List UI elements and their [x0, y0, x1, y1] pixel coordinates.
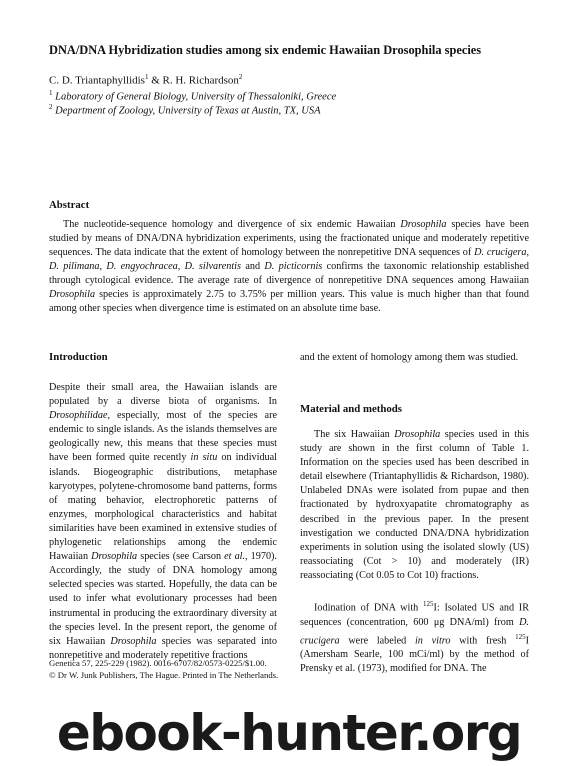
publication-footer [49, 657, 278, 681]
methods-heading: Material and methods [300, 403, 402, 415]
copyright-line: © Dr W. Junk Publishers, The Hague. Printed in The Netherlands. [49, 670, 279, 680]
body-text: especially, most of the species are endemic to single islands. As the islands themselves are geologically new, this means that these species must have been formed quite recently [49, 410, 277, 464]
abstract-text: confirms the taxonomic relationship established through cytological evidence. The average rate of divergence of nonrepetitive DNA sequences among Hawaiian [49, 261, 530, 286]
body-italic: in situ [190, 452, 218, 464]
body-italic: Drosophila [91, 551, 138, 563]
body-italic: Drosophilidae, [49, 410, 111, 422]
author-name: C. D. Triantaphyllidis [49, 74, 145, 87]
body-italic: et al., [224, 551, 248, 563]
methods-paragraph-2 [300, 597, 529, 676]
citation-line: Genetica 57, 225-229 (1982). 0016-6707/82/0573-0225/$1.00. [49, 658, 267, 668]
abstract-body [49, 218, 529, 316]
methods-body [300, 428, 529, 676]
affiliation-text: Laboratory of General Biology, University of Thessaloniki, Greece [55, 91, 337, 103]
watermark-text: ebook-hunter.org [56, 704, 522, 762]
abstract-text: The nucleotide-sequence homology and divergence of six endemic Hawaiian [63, 219, 401, 230]
paper-title: DNA/DNA Hybridization studies among six endemic Hawaiian Drosophila species [49, 43, 482, 57]
body-text: were labeled [339, 635, 415, 646]
body-text: on individual islands. Biogeographic distributions, metaphase karyotypes, polytene-chromosome band patterns, forms of mating behavior, electrophoretic patterns of enzymes, morphological characteristics and habitat similarities have been examined in extensive studies of phylogenetic relationships among the endemic Hawaiian [49, 452, 277, 563]
affiliation-2 [49, 100, 321, 119]
body-text: species (see Carson [137, 551, 225, 563]
isotope-mass: 125 [515, 632, 526, 641]
body-text: Despite their small area, the Hawaiian islands are populated by a diverse biota of organisms. In [49, 382, 277, 408]
body-text: The six Hawaiian [314, 429, 395, 440]
abstract-species: D. crucigera, D. pilimana, D. engyochracea, D. silvarentis [49, 247, 529, 272]
body-text: Iodination of DNA with [314, 602, 424, 614]
author-affiliation-mark: 2 [238, 73, 243, 81]
abstract-genus: Drosophila [49, 289, 96, 300]
body-text: species used in this study are shown in the first column of Table 1. Information on the species used has been described in detail elsewhere (Triantaphyllidis & Richardson, 1980). Unlabeled DNAs were isolated from pupae and then fractionated by hydroxyapatite chromatography as described in the previous paper. In the present investigation we conducted DNA/DNA hybridization experiments in solution using the isolated slowly (US) reassociating (Cot > 10) and moderately (IR) reassociating (Cot 0.05 to Cot 10) fractions. [300, 429, 529, 581]
abstract-species: D. picticornis [264, 261, 323, 272]
abstract-text: species have been studied by means of DNA/DNA hybridization experiments, using the fractionated unique and moderately repetitive sequences. The data indicate that the extent of homology between the nonrepetitive DNA sequences of [49, 219, 529, 258]
abstract-heading: Abstract [49, 199, 90, 211]
body-italic: D. crucigera [300, 616, 529, 646]
introduction-continued: and the extent of homology among them was studied. [300, 352, 519, 363]
body-text: with fresh [450, 635, 516, 646]
body-text: I: Isolated US and IR sequences (concentration, 600 μg DNA/ml) from [300, 602, 529, 628]
introduction-body [49, 381, 277, 663]
author-name: R. H. Richardson [162, 74, 239, 87]
affiliation-mark: 1 [49, 89, 53, 97]
author-joiner: & [148, 74, 163, 87]
body-italic: Drosophila [394, 429, 441, 440]
watermark-banner [0, 700, 578, 766]
body-text: species was separated into nonrepetitive and moderately repetitive fractions [49, 635, 277, 661]
isotope-mass: 125 [423, 600, 434, 609]
body-text: 1970). Accordingly, the study of DNA homology among selected species was started. Hopefully, the data can be used to infer what evolutionary processes had been instrumental in producing the extraordinary diversity at the species level. In the present report, the genome of six Hawaiian [49, 551, 277, 647]
abstract-genus: Drosophila [400, 219, 447, 230]
affiliation-text: Department of Zoology, University of Texas at Austin, TX, USA [55, 105, 321, 117]
author-list [49, 70, 242, 88]
body-italic: Drosophila [110, 635, 157, 647]
methods-paragraph-1 [300, 428, 529, 583]
abstract-text: species is approximately 2.75 to 3.75% per million years. This value is much higher than that found among other species when divergence time is estimated on an absolute time base. [49, 289, 529, 314]
author-affiliation-mark: 1 [144, 73, 149, 81]
body-italic: in vitro [414, 635, 451, 646]
introduction-heading: Introduction [49, 351, 108, 363]
body-text: I (Amersham Searle, 100 mCi/ml) by the method of Prensky et al. (1973), modified for DNA. The [300, 635, 529, 675]
abstract-text: and [240, 261, 265, 272]
affiliation-mark: 2 [49, 103, 53, 111]
